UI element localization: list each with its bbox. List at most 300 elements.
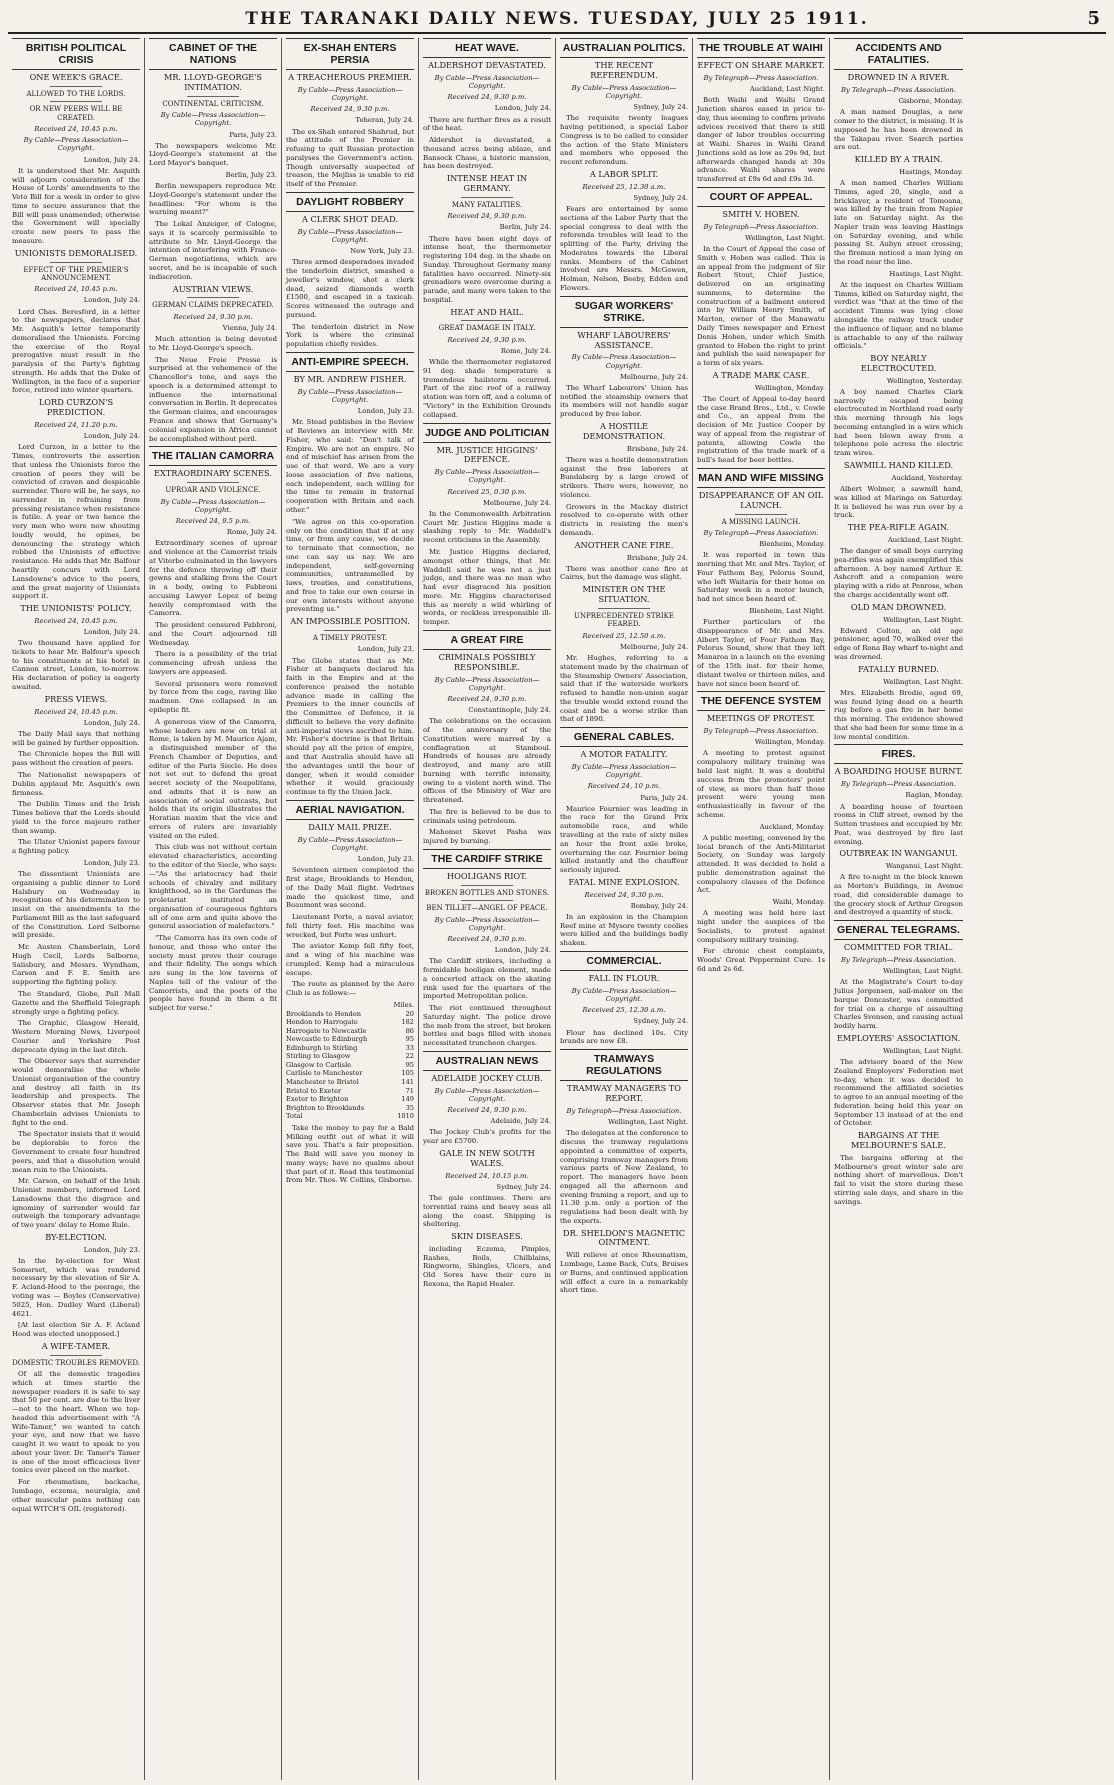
- paragraph: Several prisoners were removed by force from the cage, raving like madmen. One collapsed in an epileptic fit.: [149, 679, 277, 714]
- dateline: London, July 24.: [83, 296, 140, 305]
- route-miles: 182: [401, 1018, 414, 1027]
- dateline: Paris, July 24.: [640, 793, 688, 802]
- dateline-credit: By Telegraph—Press Association.: [703, 529, 819, 538]
- dateline-credit: By Telegraph—Press Association.: [841, 956, 956, 965]
- dateline: Blenheim, Last Night.: [749, 606, 825, 615]
- article-headline: GENERAL TELEGRAMS.: [834, 920, 963, 940]
- dateline: Melbourne, July 24.: [482, 498, 551, 507]
- paragraph: The bargains offering at the Melbourne's great winter sale are nothing short of marvellous. Don't fail to visit the store during these stirring sale days, and share in the savings.: [834, 1153, 963, 1206]
- article-subhead: FATALLY BURNED.: [858, 663, 939, 674]
- column-3: [282, 38, 419, 1780]
- dateline: Raglan, Monday.: [905, 791, 963, 800]
- route-stage: Harrogate to Newcastle: [286, 1026, 367, 1035]
- route-stage: Exeter to Brighton: [286, 1095, 349, 1104]
- table-row: [286, 1095, 414, 1104]
- paragraph: The Chronicle hopes the Bill will pass without the creation of peers.: [12, 750, 140, 768]
- dateline: London, July 23.: [83, 858, 140, 867]
- paragraph: For rheumatism, backache, lumbago, eczema, neuralgia, and other muscular pains nothing can equal WITCH'S OIL (registered).: [12, 1478, 140, 1513]
- table-row: [286, 1052, 414, 1061]
- paragraph: The ex-Shah entered Shahrud, but the attitude of the Premier in refusing to quit Russian protection paralyses the Government's action. Though universally suspected of treason, the Mejliss is unable to rid itself of the Premier.: [286, 127, 414, 189]
- paragraph: Flour has declined 10s. City brands are now £8.: [560, 1028, 688, 1046]
- route-stage: Glasgow to Carlisle: [286, 1060, 352, 1069]
- paragraph: The president censured Fabbroni, and the Court adjourned till Wednesday.: [149, 621, 277, 647]
- article-headline: THE CARDIFF STRIKE: [423, 849, 551, 869]
- dateline-credit: Received 24, 9.30 p.m.: [447, 93, 527, 102]
- paragraph: The Wharf Labourers' Union has notified the steamship owners that its members will not handle sugar produced by free labor.: [560, 383, 688, 419]
- dateline: London, July 24.: [83, 155, 140, 164]
- dateline: Wellington, Last Night.: [883, 1046, 963, 1055]
- article-subhead: THE PEA-RIFLE AGAIN.: [847, 522, 950, 533]
- article-headline: MAN AND WIFE MISSING: [697, 468, 825, 488]
- table-row: [286, 1010, 414, 1019]
- paragraph: Edward Colton, an old age pensioner, aged 70, walked over the edge of Rona Bay wharf to-night and was drowned.: [834, 626, 963, 661]
- article-subhead: UNIONISTS DEMORALISED.: [14, 247, 138, 258]
- route-table: [286, 1001, 414, 1121]
- article-subhead: HOOLIGANS RIOT.: [446, 871, 528, 882]
- column-4: [419, 38, 556, 1780]
- paragraph: Seventeen airmen completed the first stage, Brooklands to Hendon, of the Daily Mail flight. Vedrines made the quickest time, and Beaumont was second.: [286, 866, 414, 910]
- article-subhead: DAILY MAIL PRIZE.: [308, 821, 392, 832]
- article-subhead: DISAPPEARANCE OF AN OIL LAUNCH.: [698, 490, 824, 510]
- article-subhead: MEETINGS OF PROTEST.: [706, 713, 816, 724]
- article-subhead: ANOTHER CANE FIRE.: [574, 539, 674, 550]
- dateline: Auckland, Last Night.: [887, 535, 963, 544]
- divider: [735, 514, 786, 515]
- dateline: Waihi, Monday.: [772, 898, 825, 907]
- article-subhead: SKIN DISEASES.: [451, 1231, 523, 1242]
- dateline: London, July 23.: [357, 645, 414, 654]
- article-headline: ANTI-EMPIRE SPEECH.: [286, 352, 414, 372]
- dateline: Sydney, July 24.: [633, 1017, 688, 1026]
- paragraph: The gale continues. There are torrential rains and heavy seas all along the coast. Shipping is sheltering.: [423, 1194, 551, 1229]
- dateline-credit: By Cable—Press Association—Copyright.: [434, 915, 540, 932]
- dateline: Wellington, Monday.: [754, 383, 825, 392]
- paragraph: In the Court of Appeal the case of Smith v. Hoben was called. This is an appeal from the judgment of Sir Robert Stout, Chief Justice, delivered on an originating summons, to determine the construction of a bailment entered into by William Henry Smith, of Marton, owner of the Manawatu Daily Times newspaper and Ernest Denis Hoben, under which Smith granted to Hoben the right to print and publish the said newspaper for a term of six years.: [697, 245, 825, 368]
- dateline: London, July 23.: [357, 855, 414, 864]
- dateline-credit: By Cable—Press Association—Copyright.: [297, 835, 403, 852]
- article-subhead: ONE WEEK'S GRACE.: [29, 72, 123, 83]
- paragraph: "We agree on this co-operation only on the condition that if at any time, or from any cause, we decide to terminate that connection, no one can say us nay. We are independent, self-governing communities, untrammelled by laws, treaties, and constitutions, and free to take our own course in our own interests without anyone preventing us.": [286, 517, 414, 614]
- dateline-credit: Received 25, 0.30 p.m.: [447, 487, 527, 496]
- paragraph: A boarding house of fourteen rooms in Cliff street, owned by the Sutton trustees and occupied by Mr. Peat, was destroyed by fire last evening.: [834, 802, 963, 846]
- dateline: Brisbane, July 24.: [626, 444, 688, 453]
- dateline-credit: Received 24, 9.30 p.m.: [447, 934, 527, 943]
- article-subhead: BY MR. ANDREW FISHER.: [293, 374, 407, 385]
- route-miles: 33: [405, 1043, 414, 1052]
- dateline: London, July 24.: [83, 628, 140, 637]
- dateline-credit: Received 24, 10.45 p.m.: [34, 616, 118, 625]
- dateline: Blenheim, Monday.: [759, 540, 825, 549]
- paragraph: The Ulster Unionist papers favour a fighting policy.: [12, 838, 140, 856]
- paragraph: including Eczema, Pimples, Rashes, Boils, Chilblains, Ringworm, Shingles, Ulcers, and Old Sores have their cure in Rexona, the Rapid Healer.: [423, 1244, 551, 1288]
- route-stage: Brooklands to Hendon: [286, 1009, 361, 1018]
- dateline: Wanganui, Last Night.: [885, 862, 963, 871]
- dateline-credit: Received 24, 9.30 p.m.: [447, 694, 527, 703]
- paragraph: The Graphic, Glasgow Herald, Western Morning News, Liverpool Courier and Yorkshire Post deprecate dying in the last ditch.: [12, 1019, 140, 1054]
- dateline: Wellington, Last Night.: [883, 967, 963, 976]
- paragraph: Much attention is being devoted to Mr. Lloyd-George's speech.: [149, 335, 277, 352]
- dateline: Bombay, July 24.: [630, 901, 688, 910]
- article-subhead: WHARF LABOURERS' ASSISTANCE.: [577, 329, 671, 350]
- paragraph: A fire to-night in the block known as Morton's Buildings, in Avenue road, did considerable damage to the grocery stock of Arthur Gregson and destroyed a quantity of stock.: [834, 873, 963, 917]
- dateline: Hastings, Last Night.: [889, 269, 963, 278]
- dateline-credit: By Telegraph—Press Association.: [703, 73, 819, 82]
- dateline: Wellington, Last Night.: [608, 1118, 688, 1127]
- divider: [50, 1355, 101, 1356]
- article-subhead: BY-ELECTION.: [45, 1231, 107, 1242]
- article-subhead: MANY FATALITIES.: [451, 200, 523, 209]
- paragraph: The newspapers welcome Mr. Lloyd-George's statement at the Lord Mayor's banquet.: [149, 141, 277, 168]
- divider: [50, 262, 101, 263]
- page-number: 5: [1087, 8, 1100, 29]
- dateline: Auckland, Yesterday.: [891, 473, 963, 482]
- paragraph: Further particulars of the disappearance of Mr. and Mrs. Albert Taylor, of Four Fathom Bay, Pelorus Sound, show that they left Manaroa in a launch on the evening of the 15th inst. for their home, distant twelve or thirteen miles, and have not since been heard of.: [697, 618, 825, 688]
- dateline: Adelaide, July 24.: [490, 1117, 551, 1126]
- article-headline: GENERAL CABLES.: [560, 727, 688, 747]
- paragraph: Take the money to pay for a Bald Milking outfit out of what it will save you. That's a fair proposition. The Bald will save you money in many ways; have no qualms about that part of it. Read this testimonial from Mr. Thos. W. Collins, Gisborne.: [286, 1123, 414, 1185]
- article-subhead: OLD MAN DROWNED.: [850, 601, 947, 612]
- article-subhead: A MOTOR FATALITY.: [580, 749, 668, 760]
- masthead: [8, 6, 1106, 34]
- paragraph: This club was not without certain elevated characteristics, according to the editor of the Siecle, who says:—"As the aristocracy had their schools of chivalry and military knighthood, so in the Gardunas the proletariat instituted an organisation of courageous fighters all of one arm and quite above the general association of malefactors.": [149, 843, 277, 931]
- divider: [50, 101, 101, 102]
- paragraph: A public meeting, convened by the local branch of the Anti-Militarist Society, on Sunday was largely attended. It was decided to hold a public demonstration against the compulsory clauses of the Defence Act.: [697, 833, 825, 895]
- article-subhead: LORD CURZON'S PREDICTION.: [38, 397, 114, 418]
- paragraph: Berlin newspapers reproduce Mr. Lloyd-George's statement under the headlines: "For whom is the warning meant?": [149, 182, 277, 217]
- paragraph: In the by-election for West Somerset, which was rendered necessary by the elevation of Sir A. F. Acland-Hood to the peerage, the voting was — Boyles (Conservative) 5025, Hon. Dudley Ward (Liberal) 4621.: [12, 1256, 140, 1318]
- paragraph: A meeting was held here last night under the auspices of the Socialists, to protest against compulsory military training.: [697, 909, 825, 944]
- paragraph: There was a hostile demonstration against the free laborers at Bundaberg by a large crowd of strikers. There were, however, no violence.: [560, 455, 688, 499]
- divider: [187, 96, 238, 97]
- column-2: [145, 38, 282, 1780]
- dateline: Constantinople, July 24.: [468, 706, 551, 715]
- article-subhead: BOY NEARLY ELECTROCUTED.: [860, 353, 937, 373]
- dateline: London, July 24.: [494, 104, 551, 113]
- paragraph: The aviator Kemp fell fifty feet, and a wing of his machine was crumpled. Kemp had a miraculous escape.: [286, 942, 414, 977]
- divider: [324, 630, 375, 631]
- article-subhead: ALDERSHOT DEVASTATED.: [428, 60, 546, 71]
- article-subhead: UNPRECEDENTED STRIKE FEARED.: [574, 611, 674, 629]
- dateline: Sydney, July 24.: [496, 1182, 551, 1191]
- article-headline: THE DEFENCE SYSTEM: [697, 691, 825, 711]
- table-row: [286, 1027, 414, 1036]
- paragraph: The Jockey Club's profits for the year are £5700.: [423, 1128, 551, 1146]
- dateline-credit: Received 25, 12.50 a.m.: [582, 631, 666, 640]
- dateline-credit: By Cable—Press Association—Copyright.: [571, 83, 677, 100]
- paragraph: A boy named Charles Clark narrowly escaped being electrocuted in Northland road early this morning through his legs becoming entangled in a wire which had been blown away from a telephone pole across the electric tram wires.: [834, 387, 963, 458]
- column-6: [693, 38, 830, 1780]
- paragraph: Lieutenant Porte, a naval aviator, fell thirty feet. His machine was wrecked, but Porte was unhurt.: [286, 913, 414, 939]
- article-headline: AUSTRALIAN POLITICS.: [560, 38, 688, 58]
- paragraph: A meeting to protest against compulsory military training was held last night. It was a doubtful success from the promoters' point of view, as more than half those present were young men enthusiastically in favour of the scheme.: [697, 749, 825, 819]
- article-subhead: A BOARDING HOUSE BURNT.: [834, 766, 963, 777]
- article-headline: AERIAL NAVIGATION.: [286, 800, 414, 820]
- paragraph: A man named Charles William Timms, aged 20, single, and a bricklayer, a resident of Tomoana, was killed by the train from Napier late on Saturday night. As the Napier train was leaving Hastings on Saturday evening, and while passing St. Aubyn street crossing, the fireman noticed a man lying on the road near the line.: [834, 179, 963, 266]
- table-row: [286, 1035, 414, 1044]
- paragraph: The Dublin Times and the Irish Times believe that the Lords should yield to the force majeure rather than swamp.: [12, 800, 140, 835]
- article-headline: DAYLIGHT ROBBERY: [286, 192, 414, 212]
- route-stage: Hendon to Harrogate: [286, 1018, 358, 1027]
- paragraph: Three armed desperadoes invaded the tenderloin district, smashed a jeweller's window, shot a clerk dead, seized diamonds worth £1500, and escaped in a taxicab. Scores witnessed the outrage and pursued.: [286, 258, 414, 319]
- article-subhead: FALL IN FLOUR.: [588, 973, 660, 984]
- dateline-credit: Received 24, 11.20 p.m.: [34, 420, 118, 429]
- article-subhead: A WIFE-TAMER.: [41, 1340, 111, 1351]
- divider: [461, 320, 512, 321]
- dateline-credit: By Cable—Press Association—Copyright.: [160, 497, 266, 514]
- paragraph: The Daily Mail says that nothing will be gained by further opposition.: [12, 729, 140, 747]
- paragraph: The requisite twenty leagues having petitioned, a special Labor Congress is to be called to consider the action of the State Ministers and members who opposed the recent referendum.: [560, 114, 688, 167]
- paragraph: Aldershot is devastated, a thousand acres being ablaze, and Bansock Chase, a historic mansion, has been destroyed.: [423, 136, 551, 171]
- article-subhead: BARGAINS AT THE MELBOURNE'S SALE.: [851, 1130, 946, 1150]
- dateline: Wellington, Last Night.: [883, 615, 963, 624]
- article-subhead: EFFECT OF THE PREMIER'S ANNOUNCEMENT.: [23, 265, 129, 282]
- dateline-credit: Received 24, 10.45 p.m.: [34, 707, 118, 716]
- article-headline: HEAT WAVE.: [423, 38, 551, 58]
- paragraph: It was reported in town this morning that Mr. and Mrs. Taylor, of Four Fathom Bay, Pelorus Sound, who left Waitaria for their home on Saturday week in a motor launch, had not since been heard of.: [697, 551, 825, 604]
- dateline: London, July 24.: [83, 432, 140, 441]
- dateline-credit: By Telegraph—Press Association.: [703, 727, 819, 736]
- route-miles: 35: [405, 1103, 414, 1112]
- dateline: Gisborne, Monday.: [898, 97, 963, 106]
- paragraph: Mr. Hughes, referring to a statement made by the chairman of the Steamship Owners' Association, said that if the waterside workers refused to handle non-union sugar the trouble would extend round the coast and be a worse strike than that of 1890.: [560, 654, 688, 724]
- dateline-credit: By Cable—Press Association—Copyright.: [434, 73, 540, 91]
- route-stage: Carlisle to Manchester: [286, 1069, 363, 1078]
- route-miles: 86: [405, 1026, 414, 1035]
- table-row: [286, 1112, 414, 1121]
- article-subhead: ADELAIDE JOCKEY CLUB.: [431, 1073, 543, 1083]
- dateline-credit: Received 25, 12.30 a.m.: [582, 1006, 666, 1015]
- dateline: Wellington, Last Night.: [745, 233, 825, 242]
- route-miles: 141: [401, 1078, 414, 1086]
- dateline-credit: By Cable—Press Association—Copyright.: [571, 986, 677, 1004]
- dateline: London, July 24.: [494, 946, 551, 955]
- column-1: [8, 38, 145, 1780]
- article-headline: EX-SHAH ENTERS PERSIA: [286, 38, 414, 70]
- article-subhead: A TREACHEROUS PREMIER.: [288, 72, 412, 83]
- dateline: Wellington, Monday.: [754, 738, 825, 747]
- article-subhead: MR. JUSTICE HIGGINS' DEFENCE.: [436, 444, 538, 465]
- dateline: Vienna, July 24.: [222, 323, 277, 332]
- article-subhead: AUSTRIAN VIEWS.: [172, 283, 254, 294]
- article-subhead: COMMITTED FOR TRIAL.: [843, 942, 954, 953]
- paragraph: "The Camorra has its own code of honour, and those who enter the society must prove their courage and their fidelity. The songs which are sung in the low taverns of Naples tell of the valour of the Camorrists, and the poets of the people have found in them a fit subject for verse.": [149, 934, 277, 1013]
- dateline-credit: By Telegraph—Press Association.: [841, 780, 956, 789]
- paragraph: Albert Wolmer, a sawmill hand, was killed at Maringa on Saturday. It is believed he was run over by a truck.: [834, 485, 963, 520]
- paragraph: There have been eight days of intense heat, the thermometer registering 104 deg. in the shade on Sunday. Throughout Germany many fatalities have occurred. Ninety-six grenadiers were overcome during a parade, and many were taken to the hospital.: [423, 234, 551, 304]
- article-subhead: CONTINENTAL CRITICISM.: [162, 99, 264, 108]
- dateline-credit: By Cable—Press Association—Copyright.: [434, 675, 540, 692]
- paragraph: The dissentient Unionists are organising a public dinner to Lord Halsbury on Wednesday in recognition of his determination to insist on the amendments to the Parliament Bill as the last safeguard of the Constitution. Lord Selborne will preside.: [12, 870, 140, 940]
- article-subhead: DROWNED IN A RIVER.: [847, 72, 950, 83]
- dateline-credit: By Cable—Press Association—Copyright.: [160, 111, 266, 128]
- article-subhead: TRAMWAY MANAGERS TO REPORT.: [567, 1083, 681, 1104]
- article-headline: CABINET OF THE NATIONS: [149, 38, 277, 70]
- article-headline: A GREAT FIRE: [423, 630, 551, 650]
- article-subhead: THE RECENT REFERENDUM.: [590, 60, 658, 80]
- article-subhead: ALLOWED TO THE LORDS.: [26, 89, 126, 98]
- route-miles: 95: [405, 1035, 414, 1044]
- article-subhead: SMITH V. HOBEN.: [722, 208, 800, 219]
- route-miles: 1010: [397, 1112, 414, 1121]
- table-row: [286, 1018, 414, 1027]
- dateline: Paris, July 23.: [229, 130, 277, 139]
- article-subhead: FATAL MINE EXPLOSION.: [568, 876, 680, 887]
- dateline: Wellington, Yesterday.: [886, 376, 963, 385]
- paragraph: The Observer says that surrender would demoralise the whole Unionist organisation of the country and destroy all faith in its leadership and prospects. The Observer states that Mr. Joseph Chamberlain advises Unionists to fight to the end.: [12, 1057, 140, 1127]
- paragraph: The Spectator insists that it would be deplorable to force the Government to create four hundred peers, and that a dissolution would mean ruin to the Unionists.: [12, 1130, 140, 1174]
- paragraph: At the Magistrate's Court to-day Julius Jorgensen, sail-maker on the barque Doncaster, was committed for trial on a charge of assaulting Charles Svenson, and causing actual bodily harm.: [834, 978, 963, 1031]
- paragraph: For chronic chest complaints, Woods' Great Peppermint Cure. 1s 6d and 2s 6d.: [697, 947, 825, 973]
- paragraph: The Cardiff strikers, including a formidable hooligan element, made a concerted attack on the skating rink used for the quarters of the imported Metropolitan police.: [423, 957, 551, 1001]
- divider: [461, 900, 512, 901]
- dateline: Rome, July 24.: [226, 528, 277, 537]
- paragraph: There was another cane fire at Cairns, but the damage was slight.: [560, 564, 688, 582]
- route-miles: 149: [401, 1095, 414, 1104]
- table-row: [286, 1069, 414, 1078]
- paragraph: The Nationalist newspapers of Dublin applaud Mr. Asquith's own firmness.: [12, 771, 140, 797]
- route-miles: 71: [405, 1086, 414, 1095]
- article-subhead: EFFECT ON SHARE MARKET.: [697, 60, 825, 71]
- paragraph: The delegates at the conference to discuss the tramway regulations appointed a committee of experts, comprising tramway managers from various parts of New Zealand, to report. The managers have been engaged all the afternoon and evening framing a report, and up to 11.30 p.m. only a portion of the regulations had been dealt with by the experts.: [560, 1129, 688, 1225]
- paragraph: Mahomet Skevet Pasha was injured by burning.: [423, 828, 551, 846]
- paragraph: Will relieve at once Rheumatism, Lumbago, Lame Back, Cuts, Bruises or Burns, and continued application will effect a cure in a remarkably short time.: [560, 1251, 688, 1295]
- paragraph: Lord Curzon, in a letter to the Times, controverts the assertion that unless the Unionists force the creation of peers they will be convicted of craven and despicable surrender. There will be, he says, no surrender in refraining from pressing resistance when resistance is futile. A year or two hence the very men who were now shouting loudly would, he opines, be denouncing the strategy which robbed the Unionists of effective resistance. He adds that Mr. Balfour heartily concurs with Lord Lansdowne's advice to the peers, and the great majority of Unionists support it.: [12, 443, 140, 601]
- article-subhead: A MISSING LAUNCH.: [721, 517, 801, 526]
- table-row: [286, 1061, 414, 1070]
- dateline-credit: By Cable—Press Association—Copyright.: [297, 85, 403, 103]
- paragraph: The Lokal Anzeiger, of Cologne, says it is scarcely permissible to attribute to Mr. Lloyd-George the intention of interfering with Franco-German negotiations, which are secret, and he is incapable of such indiscretion.: [149, 220, 277, 281]
- dateline-credit: By Cable—Press Association—Copyright.: [434, 1086, 540, 1103]
- article-headline: SUGAR WORKERS' STRIKE.: [560, 296, 688, 328]
- paragraph: The fire is believed to be due to criminals using petroleum.: [423, 807, 551, 825]
- dateline-credit: Received 24, 10.45 p.m.: [34, 125, 118, 134]
- route-miles: 20: [405, 1009, 414, 1018]
- article-subhead: MR. LLOYD-GEORGE'S INTIMATION.: [164, 72, 262, 92]
- article-subhead: AN IMPOSSIBLE POSITION.: [290, 616, 410, 627]
- dateline-credit: Received 24, 9.30 p.m.: [447, 212, 527, 221]
- dateline-credit: Received 25, 12.30 a.m.: [582, 182, 666, 191]
- article-subhead: KILLED BY A TRAIN.: [854, 154, 943, 165]
- dateline-credit: Received 24, 9.30 p.m.: [584, 890, 664, 899]
- dateline: London, July 23.: [83, 1245, 140, 1254]
- route-stage: Newcastle to Edinburgh: [286, 1035, 368, 1044]
- dateline-credit: By Telegraph—Press Association.: [841, 85, 956, 94]
- paragraph: A generous view of the Camorra, whose leaders are now on trial at Rome, is taken by M. Maurice Ajam, a distinguished member of the French Chamber of Deputies, and editor of the Paris Siecle. He does not set out to defend the great secret society of the Neapolitans, and admits that it is now an association of social outcasts, but holds that its origin illustrates the Horatian maxim that the vice and errors of rulers are invariably visited on the ruled.: [149, 717, 277, 840]
- paragraph: Mr. Justice Higgins declared, amongst other things, that Mr. Waddell said he was not a just judge, and there was no man who had ever disgraced his position more. Mr. Higgins characterised this as merely a wild whirling of words, or reckless irresponsible ill-temper.: [423, 547, 551, 627]
- divider: [598, 608, 649, 609]
- paragraph: Fears are entertained by some sections of the Labor Party that the special congress to deal with the referenda troubles will lead to the splitting of the Party, driving the Moderates towards the Liberal ranks. Members of the Cabinet involved are Messrs. McGowen, Holman, Nelson, Beeby, Edden and Flowers.: [560, 204, 688, 292]
- route-stage: Bristol to Exeter: [286, 1086, 342, 1095]
- article-headline: JUDGE AND POLITICIAN: [423, 423, 551, 443]
- dateline-credit: By Telegraph—Press Association.: [703, 222, 819, 231]
- paragraph: Mr. Stead publishes in the Review of Reviews an interview with Mr. Fisher, who said: "Don't talk of Empire. We are not an empire. No end of mischief has arisen from the use of that word. We are a very loose association of five nations, each independent, each willing for the time to remain in fraternal cooperation with Britain and each other.": [286, 418, 414, 515]
- article-subhead: EMPLOYERS' ASSOCIATION.: [836, 1033, 961, 1044]
- dateline: London, July 24.: [83, 718, 140, 727]
- article-subhead: A CLERK SHOT DEAD.: [302, 214, 398, 225]
- route-stage: Total: [286, 1112, 303, 1121]
- article-subhead: INTENSE HEAT IN GERMANY.: [446, 173, 528, 193]
- article-subhead: PRESS VIEWS.: [44, 693, 108, 704]
- paragraph: Maurice Fournier was leading in the race for the Grand Prix automobile race, and while travelling at the rate of sixty miles an hour the front axle broke, overturning the car. Fournier being killed instantly and the chauffeur seriously injured.: [560, 804, 688, 875]
- article-headline: THE TROUBLE AT WAIHI: [697, 38, 825, 58]
- article-subhead: DR. SHELDON'S MAGNETIC OINTMENT.: [563, 1227, 685, 1248]
- paragraph: Of all the domestic tragedies which at times startle the newspaper readers it is safe to say that 50 per cent. are due to the liver—not to the heart. When we top-headed this advertisement with "A Wife-Tamer," we wanted to catch your eye, and now that we have caught it we want to speak to you about your liver. Dr. Tamer's Tamer is one of the most efficacious liver tonics ever placed on the market.: [12, 1370, 140, 1475]
- column-5: [556, 38, 693, 1780]
- paragraph: Extraordinary scenes of uproar and violence at the Camorrist trials at Viterbo culminated in the lawyers for the defence throwing off their gowns and stalking from the Court in a body, owing to Fabbroni accusing Lawyer Lopez of being heavily compromised with the Camorra.: [149, 539, 277, 618]
- article-subhead: SAWMILL HAND KILLED.: [843, 460, 954, 471]
- article-headline: COMMERCIAL.: [560, 951, 688, 971]
- article-subhead: BROKEN BOTTLES AND STONES.: [424, 888, 550, 897]
- paragraph: The celebrations on the occasion of the anniversary of the Constitution were marred by a conflagration at Stamboul. Hundreds of houses are already destroyed, and many are still burning with terrific intensity, owing to a violent north wind. The offices of the Ministry of War are threatened.: [423, 717, 551, 805]
- paragraph: The Neue Freie Presse is surprised at the vehemence of the Chancellor's tone, and says the speech is a determined attempt to influence the international conversation in Berlin. It deprecates the German claims, and encourages France and shows that Germany's colonial expansion in Africa cannot be accomplished without peril.: [149, 355, 277, 443]
- paragraph: While the thermometer registered 91 deg. shade temperature a tremendous hailstorm occurred. Part of the zinc roof of a railway station was torn off, and a column of "Victory" in the Exhibition Grounds collapsed.: [423, 358, 551, 419]
- dateline-credit: Received 24, 9.30 p.m.: [447, 1106, 527, 1115]
- article-subhead: UPROAR AND VIOLENCE.: [165, 486, 261, 495]
- masthead-title: THE TARANAKI DAILY NEWS. TUESDAY, JULY 25 1911.: [245, 9, 869, 29]
- paragraph: The advisory board of the New Zealand Employers' Federation met to-day, when it was decided to recommend the affiliated societies to agree to an annual meeting of the federation being held this year on September 13 instead of at the end of October.: [834, 1058, 963, 1128]
- dateline-credit: By Cable—Press Association—Copyright.: [434, 468, 540, 485]
- article-subhead: GALE IN NEW SOUTH WALES.: [439, 1148, 535, 1168]
- paragraph: The Globe states that as Mr. Fisher at banquets declared his faith in the Empire and at the conference praised the notable advance made in calling the Premiers to the inner councils of the Committee of Defence, it is difficult to believe the very definite anti-imperial views ascribed to him. Mr. Fisher's doctrine is that Britain should pay all the price of empire, and that Australia should have all the advantages until the hour of danger, when it would consider whether it would graciously continue to fly the Union Jack.: [286, 656, 414, 797]
- article-subhead: GREAT DAMAGE IN ITALY.: [438, 324, 536, 333]
- paragraph: [At last election Sir A. F. Acland Hood was elected unopposed.]: [12, 1321, 140, 1339]
- article-subhead: BEN TILLET—ANGEL OF PEACE.: [426, 904, 548, 913]
- dateline-credit: By Cable—Press Association—Copyright.: [297, 387, 403, 405]
- dateline: Melbourne, July 24.: [619, 642, 688, 651]
- route-stage: Stirling to Glasgow: [286, 1052, 351, 1061]
- dateline: Brisbane, July 24.: [626, 553, 688, 562]
- dateline-credit: Received 24, 9.30 p.m.: [310, 105, 390, 114]
- dateline-credit: Received 24, 9.30 p.m.: [173, 312, 253, 321]
- dateline: Sydney, July 24.: [633, 103, 688, 112]
- dateline: Auckland, Last Night.: [749, 85, 825, 94]
- paragraph: The tenderloin district in New York is where the criminal population chiefly resides.: [286, 322, 414, 349]
- paragraph: Lord Chas. Beresford, in a letter to the newspapers, declares that Mr. Asquith's letter temporarily demoralised the Unionists. Forcing the exercise of the Royal prerogative must result in the paralysis of the Party's fighting strength. He adds that the Duke of Wellington, in the face of a superior force, retired into winter quarters.: [12, 307, 140, 395]
- article-subhead: CRIMINALS POSSIBLY RESPONSIBLE.: [438, 651, 536, 672]
- divider: [461, 885, 512, 886]
- dateline-credit: Received 24, 10.15 p.m.: [445, 1171, 529, 1180]
- article-subhead: A LABOR SPLIT.: [589, 168, 659, 179]
- paragraph: The route as planned by the Aero Club is as follows:—: [286, 980, 414, 998]
- route-stage: Edinburgh to Stirling: [286, 1043, 358, 1052]
- divider: [50, 86, 101, 87]
- dateline: Wellington, Last Night.: [883, 677, 963, 686]
- article-headline: FIRES.: [834, 744, 963, 764]
- route-miles: 95: [405, 1060, 414, 1069]
- paragraph: Mrs. Elizabeth Brodie, aged 69, was found lying dead on a hearth rug before a gas fire in her home this morning. The evidence showed that she had been for some time in a low mental condition.: [834, 688, 963, 741]
- article-subhead: GERMAN CLAIMS DEPRECATED.: [152, 301, 274, 310]
- paragraph: There are further fires as a result of the heat.: [423, 115, 551, 133]
- dateline: London, July 23.: [357, 407, 414, 416]
- dateline: Sydney, July 24.: [633, 193, 688, 202]
- dateline: Berlin, July 23.: [225, 170, 277, 179]
- paragraph: The danger of small boys carrying pea-rifles was again exemplified this afternoon. A boy named Arthur E. Ashcroft and a companion were playing with a ride at Penrose, when the charge accidentally went off.: [834, 547, 963, 599]
- dateline: Berlin, July 24.: [499, 223, 551, 232]
- table-row: [286, 1104, 414, 1113]
- article-headline: ACCIDENTS AND FATALITIES.: [834, 38, 963, 70]
- article-subhead: THE UNIONISTS' POLICY.: [20, 603, 132, 614]
- dateline: Teheran, July 24.: [355, 116, 414, 125]
- dateline-credit: By Cable—Press Association—Copyright.: [571, 763, 677, 780]
- paragraph: It is understood that Mr. Asquith will adjourn consideration of the House of Lords' amendments to the Veto Bill for a week in order to give time to secure assurance that the Bill will pass unamended; otherwise the Government will specially create new peers to pass the measure.: [12, 166, 140, 245]
- route-table-header: Miles.: [393, 1000, 414, 1009]
- article-headline: TRAMWAYS REGULATIONS: [560, 1049, 688, 1081]
- article-headline: COURT OF APPEAL.: [697, 187, 825, 207]
- table-row: [286, 1044, 414, 1053]
- paragraph: In an explosion in the Champion Reef mine at Mysore twenty coolies were killed and the buildings badly shaken.: [560, 912, 688, 948]
- paragraph: Two thousand have applied for tickets to hear Mr. Balfour's speech to his constituents at his hotel in Cannon street, London, to-morrow. His declaration of policy is eagerly awaited.: [12, 639, 140, 692]
- article-subhead: A TRADE MARK CASE.: [712, 369, 810, 380]
